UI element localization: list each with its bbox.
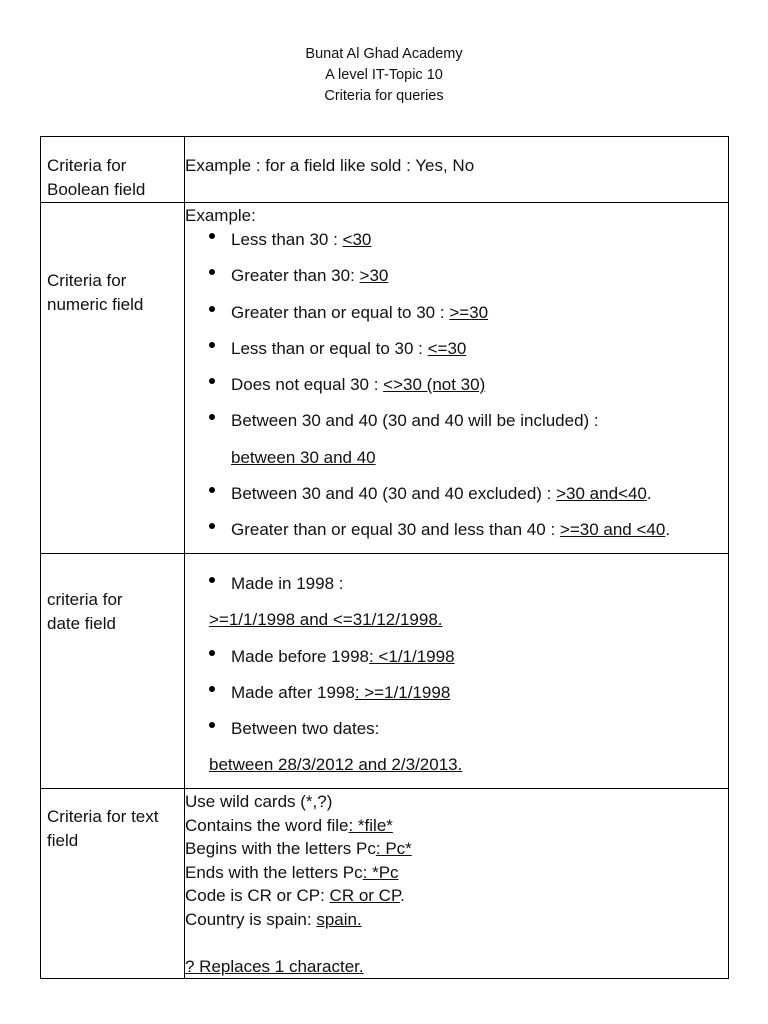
list-item: Made in 1998 : [185, 566, 728, 602]
text-line: Ends with the letters Pc: *Pc [185, 862, 399, 882]
text-line: Use wild cards (*,?) [185, 792, 333, 811]
row-label: Criteria for Boolean field [47, 156, 146, 199]
list-item: Between 30 and 40 (30 and 40 will be included) : between 30 and 40 [185, 403, 728, 476]
criteria-table [40, 136, 729, 979]
criteria-code: between 30 and 40 [231, 447, 376, 467]
content-cell-boolean [185, 137, 729, 203]
list-item: Greater than or equal to 30 : >=30 [185, 295, 728, 331]
list-item: Made after 1998: >=1/1/1998 [185, 675, 728, 711]
document-header [0, 44, 768, 107]
row-label: criteria for date field [47, 590, 123, 633]
page-title: Criteria for queries [324, 88, 444, 104]
criteria-code: spain. [316, 909, 362, 929]
table-row-numeric [41, 203, 729, 554]
wildcard-note: ? Replaces 1 character. [185, 956, 364, 976]
label-cell-text [41, 789, 185, 979]
criteria-code: <>30 (not 30) [383, 375, 486, 395]
date-list [185, 554, 728, 784]
list-item: Less than or equal to 30 : <=30 [185, 331, 728, 367]
criteria-code: between 28/3/2012 and 2/3/2013. [209, 755, 463, 775]
course-title: A level IT-Topic 10 [325, 67, 443, 83]
label-cell-numeric [41, 203, 185, 554]
content-cell-numeric [185, 203, 729, 554]
table-row-date [41, 554, 729, 789]
numeric-intro: Example: [185, 206, 256, 225]
criteria-code: >30 and<40 [556, 484, 647, 504]
criteria-code: CR or CP [329, 886, 401, 905]
text-line: Code is CR or CP: CR or CP. [185, 886, 405, 905]
list-item: Greater than 30: >30 [185, 258, 728, 294]
content-cell-date [185, 554, 729, 789]
criteria-code: : *file* [348, 815, 393, 835]
criteria-code: : <1/1/1998 [369, 646, 455, 666]
criteria-code: >=1/1/1998 and <=31/12/1998. [209, 610, 443, 630]
text-criteria-lines [185, 789, 728, 978]
text-line: Contains the word file: *file* [185, 815, 393, 835]
criteria-code: >30 [359, 266, 389, 286]
list-item: Between two dates: [185, 711, 728, 747]
criteria-code: : Pc* [375, 839, 412, 858]
criteria-code: <30 [342, 230, 372, 249]
row-label: Criteria for numeric field [47, 271, 144, 314]
criteria-code: >=30 [449, 302, 489, 322]
content-cell-text [185, 789, 729, 979]
table-row-text [41, 789, 729, 979]
table-row-boolean [41, 137, 729, 203]
list-item: Does not equal 30 : <>30 (not 30) [185, 367, 728, 403]
boolean-example: Example : for a field like sold : Yes, No [185, 156, 475, 175]
criteria-code: : *Pc [362, 862, 399, 882]
label-cell-date [41, 554, 185, 789]
school-name: Bunat Al Ghad Academy [305, 46, 463, 62]
list-item: Less than 30 : <30 [185, 222, 728, 258]
criteria-code: : >=1/1/1998 [354, 682, 451, 702]
row-label: Criteria for text field [47, 807, 159, 850]
text-line: Country is spain: spain. [185, 909, 362, 929]
text-line: Begins with the letters Pc: Pc* [185, 839, 412, 858]
numeric-list [185, 222, 728, 549]
label-cell-boolean [41, 137, 185, 203]
list-item: Greater than or equal 30 and less than 40 : >=30 and <40. [185, 512, 728, 548]
list-item: Between 30 and 40 (30 and 40 excluded) : >30 and<40. [185, 476, 728, 512]
list-item: Made before 1998: <1/1/1998 [185, 639, 728, 675]
criteria-code: >=30 and <40 [559, 520, 666, 540]
criteria-code: <=30 [427, 338, 467, 358]
